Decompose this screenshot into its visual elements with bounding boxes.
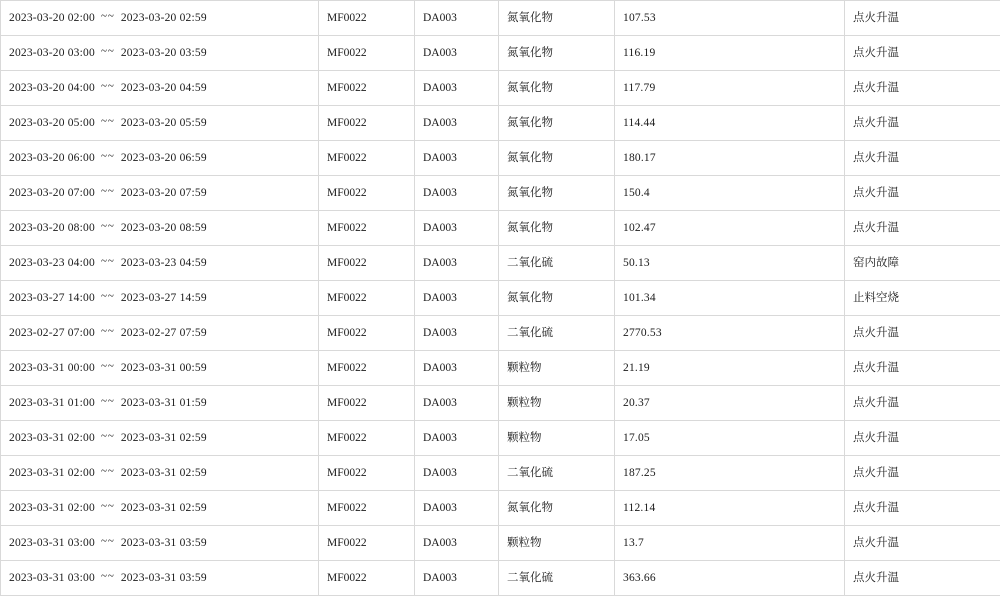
period-range-separator: ~~ [95,149,121,163]
cell-period [1,211,319,246]
cell-device-number: DA003 [415,106,499,141]
period-start: 2023-03-31 02:00 [9,502,95,514]
period-end: 2023-03-31 03:59 [121,572,207,584]
cell-pollutant: 颗粒物 [499,421,615,456]
cell-exception-reason: 点火升温 [845,176,1000,211]
cell-enterprise-code: MF0022 [319,526,415,561]
table-row [1,351,1000,386]
cell-exception-reason: 点火升温 [845,421,1000,456]
period-start: 2023-03-31 02:00 [9,432,95,444]
cell-value: 107.53 [615,1,845,36]
cell-exception-reason: 点火升温 [845,71,1000,106]
period-end: 2023-03-20 08:59 [121,222,207,234]
period-end: 2023-03-20 03:59 [121,47,207,59]
cell-period [1,526,319,561]
cell-exception-reason: 点火升温 [845,526,1000,561]
cell-value: 116.19 [615,36,845,71]
cell-period [1,106,319,141]
cell-value: 13.7 [615,526,845,561]
period-range-separator: ~~ [95,534,121,548]
cell-exception-reason: 点火升温 [845,211,1000,246]
period-end: 2023-03-20 04:59 [121,82,207,94]
cell-enterprise-code: MF0022 [319,176,415,211]
cell-value: 150.4 [615,176,845,211]
cell-enterprise-code: MF0022 [319,421,415,456]
cell-device-number: DA003 [415,386,499,421]
cell-exception-reason: 点火升温 [845,491,1000,526]
cell-exception-reason: 止料空烧 [845,281,1000,316]
period-start: 2023-03-23 04:00 [9,257,95,269]
cell-pollutant: 氮氧化物 [499,491,615,526]
cell-enterprise-code: MF0022 [319,491,415,526]
cell-enterprise-code: MF0022 [319,246,415,281]
period-start: 2023-03-20 02:00 [9,12,95,24]
period-end: 2023-03-31 01:59 [121,397,207,409]
cell-exception-reason: 点火升温 [845,106,1000,141]
period-start: 2023-03-20 04:00 [9,82,95,94]
cell-device-number: DA003 [415,71,499,106]
cell-enterprise-code: MF0022 [319,351,415,386]
cell-exception-reason: 点火升温 [845,456,1000,491]
period-range-separator: ~~ [95,219,121,233]
period-range-separator: ~~ [95,429,121,443]
cell-period [1,421,319,456]
cell-period [1,246,319,281]
cell-pollutant: 氮氧化物 [499,281,615,316]
cell-value: 17.05 [615,421,845,456]
cell-device-number: DA003 [415,211,499,246]
cell-exception-reason: 点火升温 [845,1,1000,36]
cell-value: 363.66 [615,561,845,596]
cell-period [1,316,319,351]
cell-enterprise-code: MF0022 [319,281,415,316]
cell-period [1,281,319,316]
cell-exception-reason: 点火升温 [845,386,1000,421]
cell-enterprise-code: MF0022 [319,71,415,106]
cell-device-number: DA003 [415,351,499,386]
cell-device-number: DA003 [415,176,499,211]
cell-device-number: DA003 [415,1,499,36]
period-end: 2023-03-31 02:59 [121,467,207,479]
period-end: 2023-03-20 05:59 [121,117,207,129]
period-range-separator: ~~ [95,394,121,408]
period-end: 2023-03-20 06:59 [121,152,207,164]
period-start: 2023-03-31 02:00 [9,467,95,479]
period-start: 2023-03-20 03:00 [9,47,95,59]
cell-device-number: DA003 [415,526,499,561]
cell-exception-reason: 窑内故障 [845,246,1000,281]
table-row [1,176,1000,211]
period-start: 2023-03-31 01:00 [9,397,95,409]
cell-value: 2770.53 [615,316,845,351]
cell-pollutant: 颗粒物 [499,526,615,561]
cell-value: 20.37 [615,386,845,421]
period-start: 2023-03-31 03:00 [9,572,95,584]
period-range-separator: ~~ [95,114,121,128]
cell-value: 187.25 [615,456,845,491]
period-range-separator: ~~ [95,254,121,268]
cell-value: 114.44 [615,106,845,141]
cell-period [1,386,319,421]
cell-period [1,141,319,176]
cell-device-number: DA003 [415,491,499,526]
cell-pollutant: 氮氧化物 [499,141,615,176]
table-row [1,141,1000,176]
cell-value: 50.13 [615,246,845,281]
table-row [1,456,1000,491]
period-start: 2023-03-20 07:00 [9,187,95,199]
period-start: 2023-03-27 14:00 [9,292,95,304]
table-body [1,1,1000,596]
cell-device-number: DA003 [415,456,499,491]
table-row [1,421,1000,456]
period-end: 2023-03-27 14:59 [121,292,207,304]
cell-pollutant: 颗粒物 [499,351,615,386]
period-start: 2023-03-20 06:00 [9,152,95,164]
cell-pollutant: 二氧化硫 [499,316,615,351]
cell-enterprise-code: MF0022 [319,141,415,176]
period-end: 2023-03-31 03:59 [121,537,207,549]
cell-device-number: DA003 [415,36,499,71]
period-range-separator: ~~ [95,44,121,58]
cell-device-number: DA003 [415,421,499,456]
cell-value: 21.19 [615,351,845,386]
table-row [1,561,1000,596]
table-row [1,316,1000,351]
period-start: 2023-03-31 03:00 [9,537,95,549]
cell-period [1,561,319,596]
cell-exception-reason: 点火升温 [845,36,1000,71]
period-end: 2023-03-20 07:59 [121,187,207,199]
period-range-separator: ~~ [95,324,121,338]
period-range-separator: ~~ [95,289,121,303]
period-end: 2023-03-23 04:59 [121,257,207,269]
cell-value: 180.17 [615,141,845,176]
period-range-separator: ~~ [95,464,121,478]
cell-pollutant: 氮氧化物 [499,71,615,106]
cell-value: 112.14 [615,491,845,526]
cell-period [1,456,319,491]
period-range-separator: ~~ [95,499,121,513]
cell-pollutant: 氮氧化物 [499,211,615,246]
cell-device-number: DA003 [415,561,499,596]
cell-pollutant: 二氧化硫 [499,246,615,281]
cell-enterprise-code: MF0022 [319,386,415,421]
table-row [1,1,1000,36]
period-range-separator: ~~ [95,569,121,583]
cell-period [1,491,319,526]
cell-pollutant: 氮氧化物 [499,176,615,211]
table-row [1,36,1000,71]
period-end: 2023-03-31 02:59 [121,502,207,514]
period-end: 2023-02-27 07:59 [121,327,207,339]
cell-exception-reason: 点火升温 [845,141,1000,176]
cell-period [1,351,319,386]
cell-exception-reason: 点火升温 [845,561,1000,596]
cell-pollutant: 二氧化硫 [499,456,615,491]
cell-enterprise-code: MF0022 [319,456,415,491]
cell-device-number: DA003 [415,246,499,281]
cell-value: 117.79 [615,71,845,106]
table-row [1,71,1000,106]
cell-device-number: DA003 [415,141,499,176]
table-row [1,491,1000,526]
cell-device-number: DA003 [415,316,499,351]
cell-enterprise-code: MF0022 [319,36,415,71]
period-start: 2023-02-27 07:00 [9,327,95,339]
period-start: 2023-03-31 00:00 [9,362,95,374]
cell-enterprise-code: MF0022 [319,316,415,351]
cell-pollutant: 氮氧化物 [499,1,615,36]
period-range-separator: ~~ [95,9,121,23]
table-row [1,526,1000,561]
cell-exception-reason: 点火升温 [845,351,1000,386]
cell-enterprise-code: MF0022 [319,1,415,36]
cell-period [1,1,319,36]
cell-pollutant: 二氧化硫 [499,561,615,596]
period-range-separator: ~~ [95,79,121,93]
period-end: 2023-03-20 02:59 [121,12,207,24]
table-row [1,386,1000,421]
period-start: 2023-03-20 05:00 [9,117,95,129]
cell-period [1,36,319,71]
table-row [1,281,1000,316]
period-range-separator: ~~ [95,359,121,373]
cell-device-number: DA003 [415,281,499,316]
cell-pollutant: 颗粒物 [499,386,615,421]
period-end: 2023-03-31 00:59 [121,362,207,374]
period-end: 2023-03-31 02:59 [121,432,207,444]
table-row [1,211,1000,246]
table-row [1,246,1000,281]
cell-enterprise-code: MF0022 [319,561,415,596]
cell-pollutant: 氮氧化物 [499,36,615,71]
cell-period [1,176,319,211]
table-row [1,106,1000,141]
cell-exception-reason: 点火升温 [845,316,1000,351]
cell-value: 101.34 [615,281,845,316]
cell-enterprise-code: MF0022 [319,106,415,141]
cell-enterprise-code: MF0022 [319,211,415,246]
cell-pollutant: 氮氧化物 [499,106,615,141]
period-start: 2023-03-20 08:00 [9,222,95,234]
period-range-separator: ~~ [95,184,121,198]
cell-value: 102.47 [615,211,845,246]
cell-period [1,71,319,106]
